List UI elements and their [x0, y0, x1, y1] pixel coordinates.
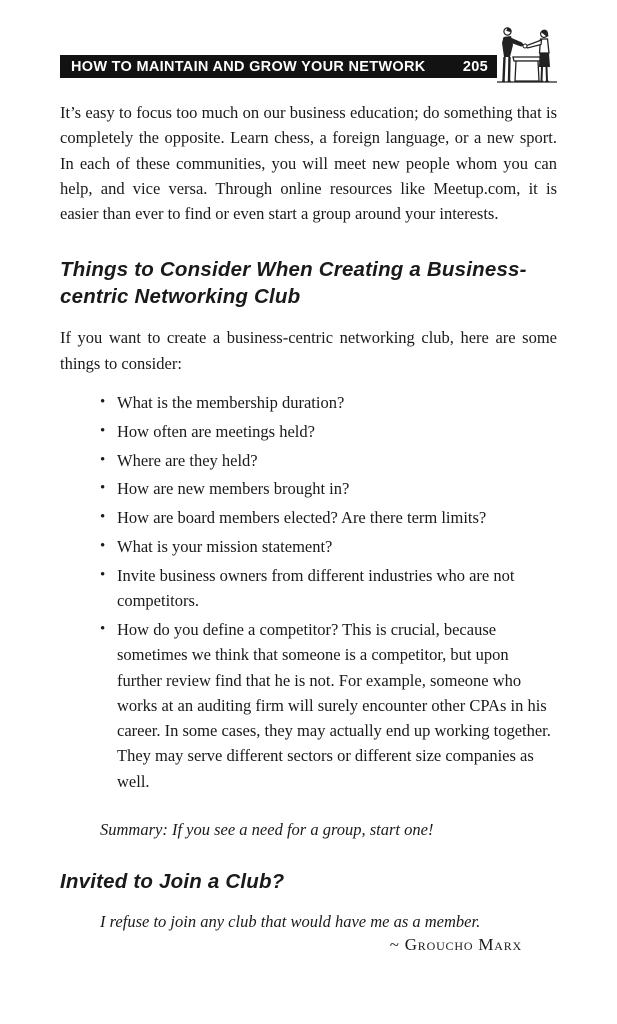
bullet-icon: •	[100, 620, 106, 637]
bullet-icon: •	[100, 509, 106, 526]
chapter-title: HOW TO MAINTAIN AND GROW YOUR NETWORK	[71, 58, 426, 75]
list-item	[100, 563, 557, 614]
handshake-illustration-icon	[494, 23, 560, 87]
bullet-icon: •	[100, 566, 106, 583]
section-heading-invited-to-join: Invited to Join a Club?	[60, 870, 285, 894]
summary-line: Summary: If you see a need for a group, start one!	[100, 820, 434, 840]
list-item	[100, 419, 557, 444]
list-item-text: Where are they held?	[117, 450, 258, 470]
bullet-icon: •	[100, 394, 106, 411]
list-item	[100, 448, 557, 473]
bullet-icon: •	[100, 451, 106, 468]
quote-attribution: ~ Groucho Marx	[389, 935, 522, 955]
list-item	[100, 534, 557, 559]
list-item	[100, 505, 557, 530]
quote-block	[100, 910, 522, 955]
list-item	[100, 617, 557, 794]
list-item-text: How often are meetings held?	[117, 421, 315, 441]
intro-paragraph: It’s easy to focus too much on our business education; do something that is completely the opposite. Learn chess, a foreign language, or a new sport. In each of these communities, you will meet new people whom you can help, and vice versa. Through online resources like Meetup.com, it is easier than ever to find or even start a group around your interests.	[60, 103, 557, 224]
bullet-icon: •	[100, 538, 106, 555]
section-heading-business-centric-club: Things to Consider When Creating a Business-centric Networking Club	[60, 258, 527, 309]
page-number: 205	[462, 58, 488, 75]
list-item	[100, 476, 557, 501]
list-item-text: How are new members brought in?	[117, 479, 350, 499]
list-item-text: How are board members elected? Are there term limits?	[117, 508, 487, 528]
bullet-icon: •	[100, 422, 106, 439]
bullet-icon: •	[100, 480, 106, 497]
quote-text: I refuse to join any club that would have me as a member.	[100, 912, 481, 932]
list-item-text: What is your mission statement?	[117, 537, 333, 557]
consideration-bullet-list	[60, 390, 557, 794]
list-item-text: Invite business owners from different industries who are not competitors.	[117, 565, 515, 611]
list-item-text: What is the membership duration?	[117, 393, 345, 413]
lead-paragraph: If you want to create a business-centric networking club, here are some things to consider:	[60, 328, 557, 373]
list-item-text: How do you define a competitor? This is crucial, because sometimes we think that someone is a competitor, but upon further review find that he is not. For example, someone who works at an auditing firm will surely encounter other CPAs in his career. In some cases, they may actually end up working together. They may serve different sectors or different size companies as well.	[117, 619, 551, 791]
list-item	[100, 390, 557, 415]
chapter-header-bar	[60, 55, 497, 78]
